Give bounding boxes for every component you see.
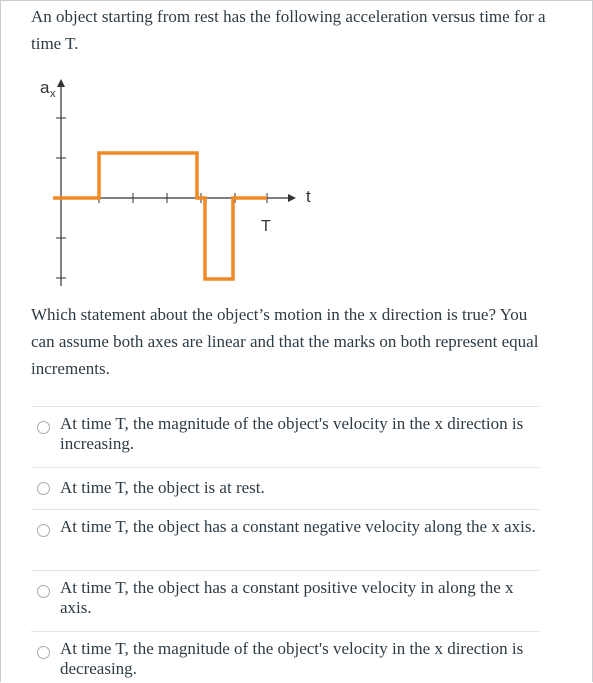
x-axis-label: t [306, 187, 311, 206]
y-axis-label: a [40, 78, 50, 97]
answer-text: At time T, the magnitude of the object's velocity in the x direction is decreasing. [60, 639, 524, 678]
time-marker-label: T [261, 218, 271, 235]
question-intro: An object starting from rest has the following acceleration versus time for a time T. [31, 7, 546, 53]
radio-button[interactable] [37, 482, 50, 495]
y-axis-label-subscript: x [50, 88, 56, 100]
answer-text: At time T, the object has a constant negative velocity along the x axis. [60, 517, 536, 536]
divider [31, 570, 539, 571]
answer-option-3[interactable] [31, 511, 539, 569]
divider [31, 406, 539, 407]
acceleration-time-graph [41, 71, 341, 291]
y-axis-arrow-icon [57, 79, 65, 87]
answer-option-2[interactable] [31, 469, 539, 507]
divider [31, 467, 539, 468]
radio-button[interactable] [37, 585, 50, 598]
answer-option-1[interactable] [31, 408, 539, 466]
radio-button[interactable] [37, 646, 50, 659]
radio-button[interactable] [37, 421, 50, 434]
answer-option-5[interactable] [31, 633, 539, 683]
answer-text: At time T, the magnitude of the object's velocity in the x direction is increasing. [60, 414, 524, 453]
acceleration-trace [53, 153, 267, 279]
radio-button[interactable] [37, 524, 50, 537]
divider [31, 509, 539, 510]
question-prompt: Which statement about the object’s motion in the x direction is true? You can assume both axes are linear and that the marks on both represent equal increments. [31, 305, 539, 378]
answer-option-4[interactable] [31, 572, 539, 630]
answer-text: At time T, the object has a constant positive velocity in along the x axis. [60, 578, 514, 617]
answer-text: At time T, the object is at rest. [60, 478, 265, 497]
divider [31, 631, 539, 632]
x-axis-arrow-icon [288, 194, 296, 202]
